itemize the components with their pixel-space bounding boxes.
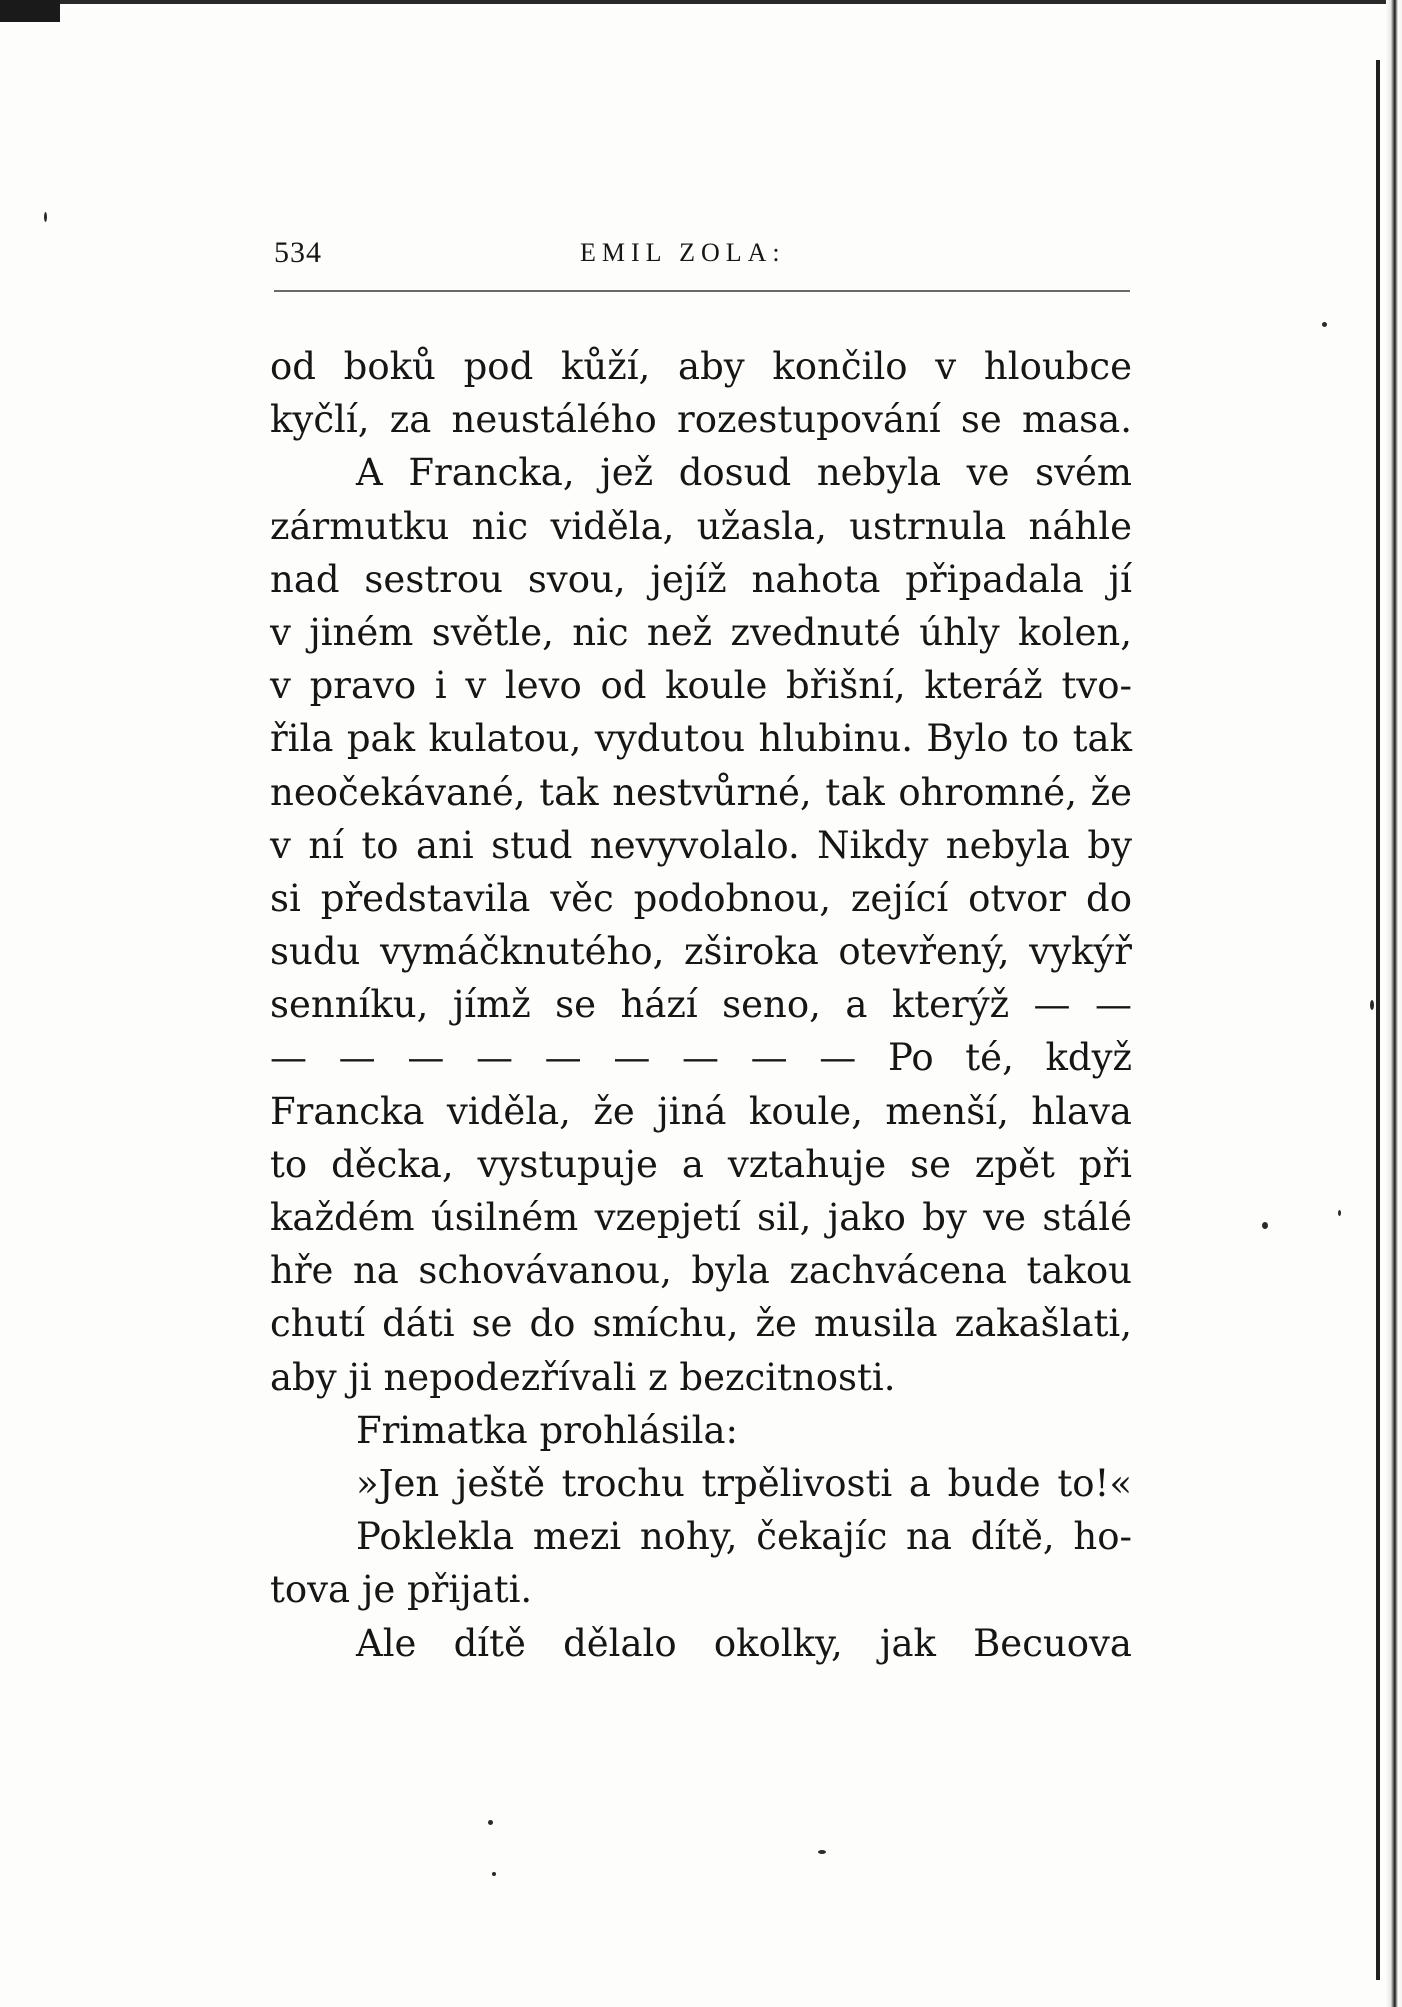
text-line: sudu vymáčknutého, zširoka otevřený, vykýř — [270, 930, 1132, 974]
scan-border-top — [0, 0, 1402, 4]
text-line: v pravo i v levo od koule břišní, kteráž tvo- — [270, 664, 1132, 708]
text-line: nad sestrou svou, jejíž nahota připadala jí — [270, 557, 1132, 601]
text-line: Frimatka prohlásila: — [356, 1408, 738, 1452]
text-line: od boků pod kůží, aby končilo v hloubce — [270, 345, 1132, 388]
scan-speck — [1370, 1000, 1374, 1010]
body-text — [270, 340, 1132, 1670]
text-line: neočekávané, tak nestvůrné, tak ohromné, že — [270, 770, 1132, 814]
scan-speck — [1262, 1222, 1268, 1229]
scan-speck — [488, 1820, 493, 1825]
binding-gutter-line — [1376, 60, 1380, 1980]
scan-speck — [44, 212, 47, 222]
scan-speck — [1322, 322, 1327, 327]
scan-speck — [492, 1872, 496, 1876]
text-line: A Francka, jež dosud nebyla ve svém — [356, 451, 1132, 495]
scan-corner-shadow — [0, 0, 60, 22]
page-header — [274, 236, 1134, 276]
binding-edge — [1386, 0, 1402, 2007]
text-line: tova je přijati. — [270, 1568, 533, 1612]
text-line: Ale dítě dělalo okolky, jak Becuova — [356, 1621, 1132, 1665]
scan-speck — [818, 1850, 826, 1854]
running-head: EMIL ZOLA: — [580, 238, 786, 267]
text-line: Poklekla mezi nohy, čekajíc na dítě, ho- — [356, 1515, 1132, 1559]
text-line: hře na schovávanou, byla zachvácena takou — [270, 1249, 1132, 1293]
text-line: v ní to ani stud nevyvolalo. Nikdy nebyla by — [270, 823, 1132, 867]
page-number: 534 — [274, 236, 322, 269]
text-line: v jiném světle, nic než zvednuté úhly kolen, — [270, 610, 1132, 654]
text-line: zármutku nic viděla, užasla, ustrnula náhle — [270, 504, 1132, 548]
header-rule — [274, 290, 1130, 292]
text-line: Francka viděla, že jiná koule, menší, hlava — [270, 1089, 1132, 1133]
text-line: — — — — — — — — — Po té, když — [270, 1036, 1132, 1080]
text-line: si představila věc podobnou, zející otvor do — [270, 876, 1132, 920]
scan-speck — [1338, 1210, 1341, 1216]
text-line: kyčlí, za neustálého rozestupování se masa. — [270, 398, 1132, 442]
text-line: to děcka, vystupuje a vztahuje se zpět při — [270, 1142, 1132, 1186]
text-line: chutí dáti se do smíchu, že musila zakašlati, — [270, 1302, 1132, 1346]
text-line: aby ji nepodezřívali z bezcitnosti. — [270, 1355, 896, 1399]
text-line: »Jen ještě trochu trpělivosti a bude to!« — [356, 1461, 1132, 1505]
text-line: senníku, jímž se hází seno, a kterýž — — — [270, 983, 1132, 1027]
text-line: každém úsilném vzepjetí sil, jako by ve stálé — [270, 1196, 1132, 1239]
text-line: řila pak kulatou, vydutou hlubinu. Bylo to tak — [270, 717, 1132, 761]
